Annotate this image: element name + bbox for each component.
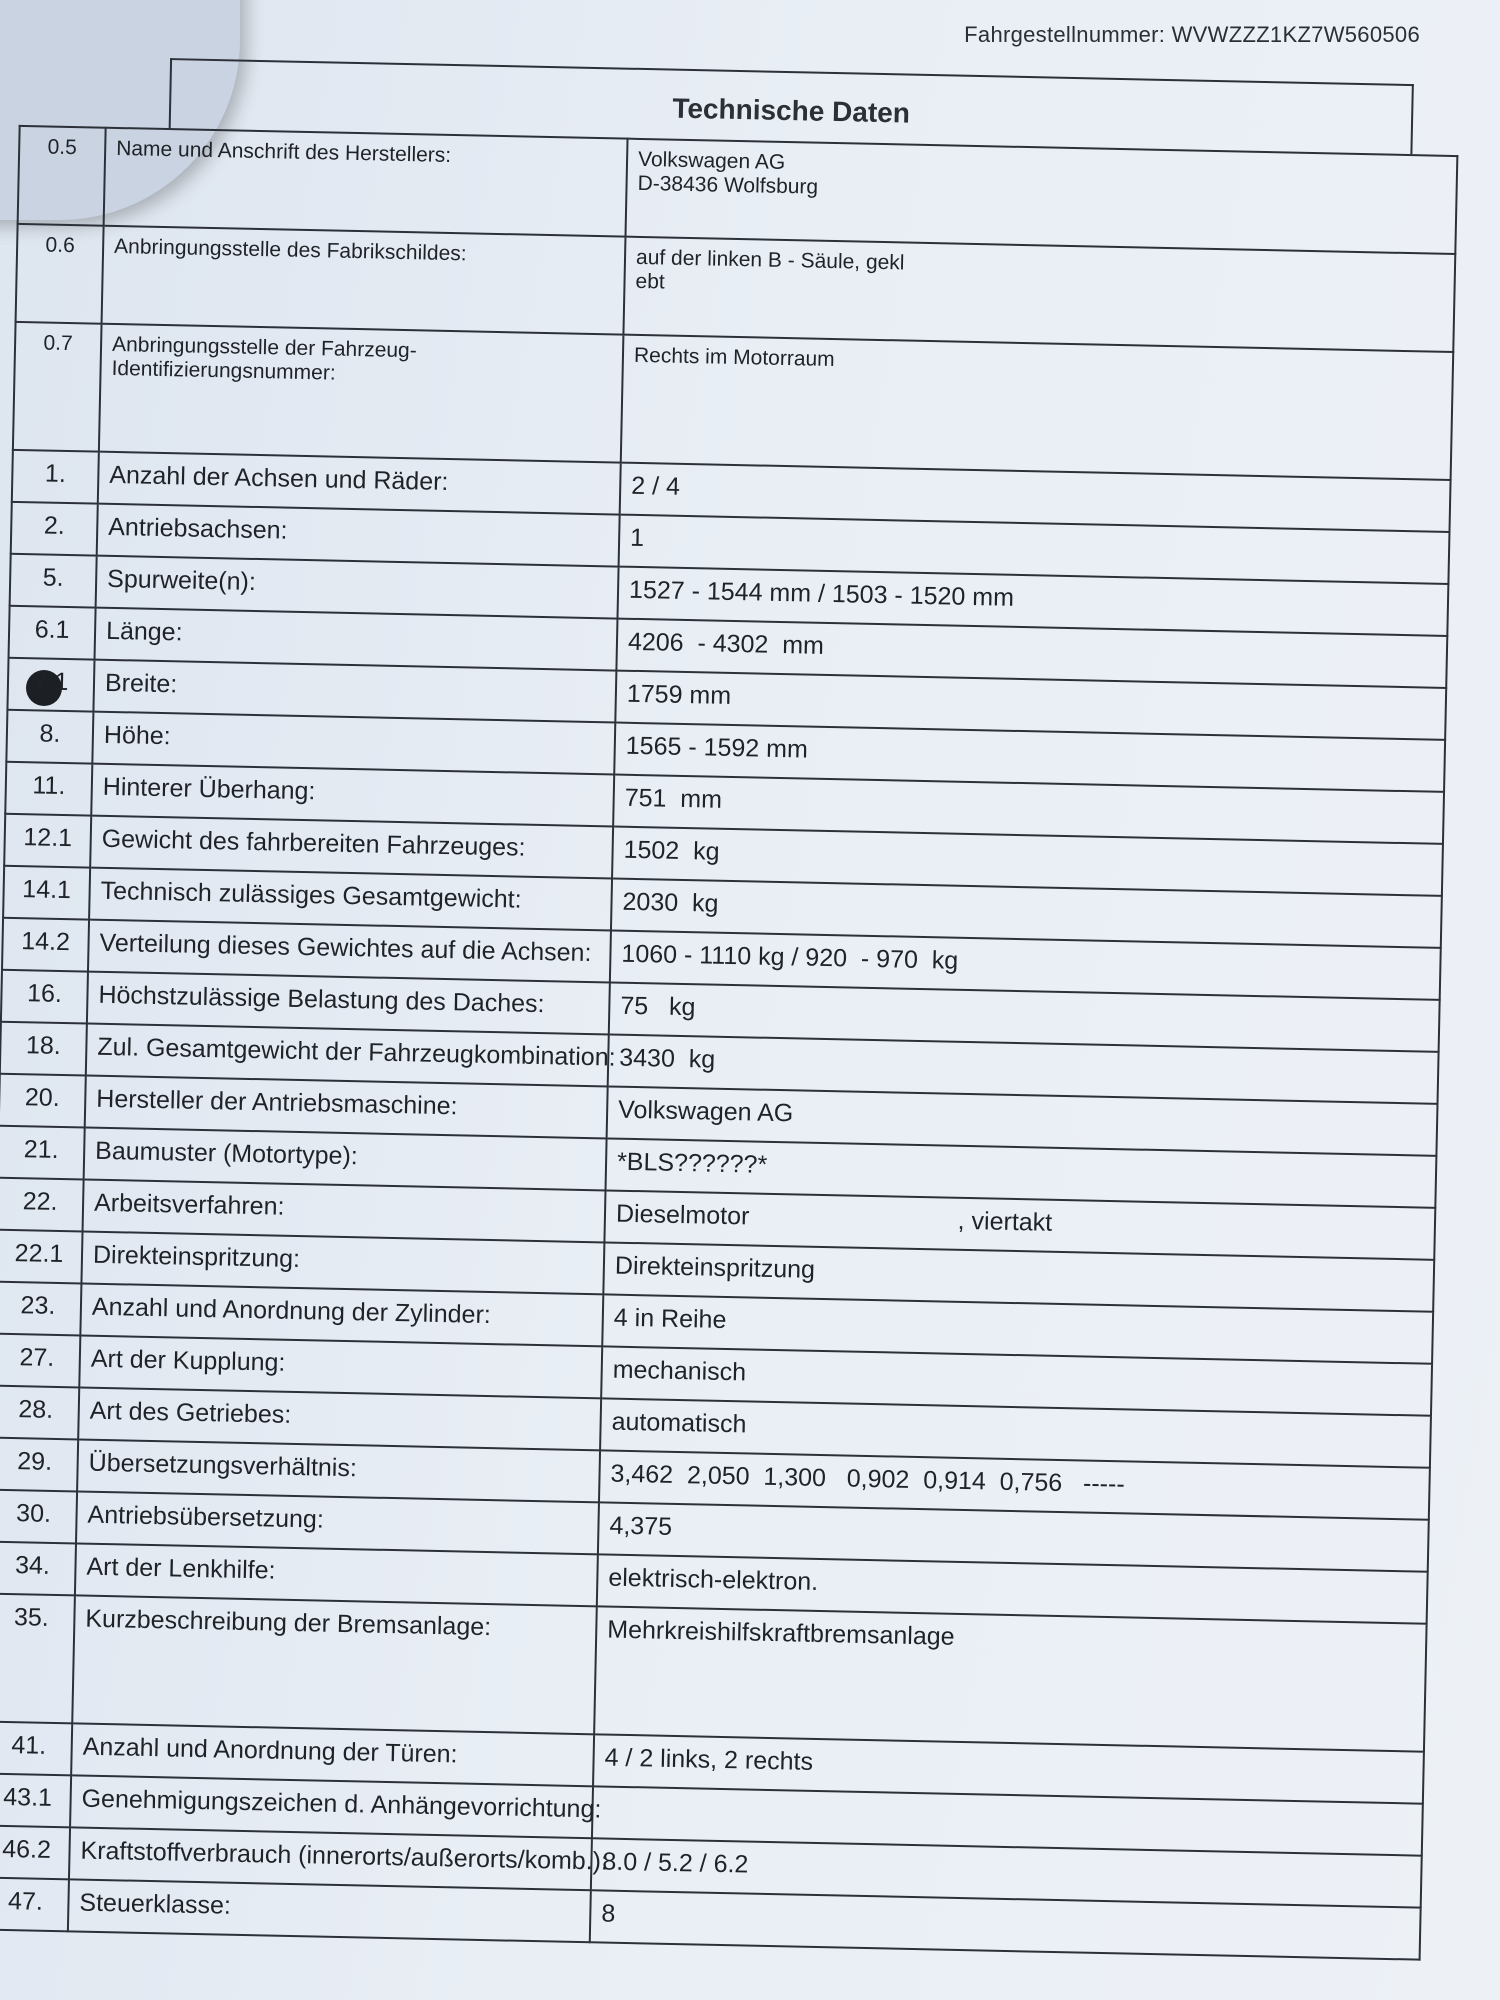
row-value: mechanisch bbox=[601, 1346, 1432, 1415]
row-number: 18. bbox=[0, 1022, 87, 1076]
row-label: Anzahl und Anordnung der Zylinder: bbox=[80, 1283, 603, 1346]
row-label: Antriebsübersetzung: bbox=[76, 1491, 599, 1554]
row-label: Steuerklasse: bbox=[68, 1879, 591, 1942]
row-number: 7.1 bbox=[7, 658, 94, 712]
row-label: Technisch zulässiges Gesamtgewicht: bbox=[89, 868, 612, 931]
row-value: 751 mm bbox=[613, 775, 1444, 844]
row-number: 5. bbox=[10, 554, 97, 608]
row-number: 2. bbox=[11, 502, 98, 556]
row-value: 1060 - 1110 kg / 920 - 970 kg bbox=[610, 930, 1441, 999]
row-label: Breite: bbox=[93, 660, 616, 723]
row-number: 47. bbox=[0, 1878, 69, 1932]
row-number: 12.1 bbox=[4, 814, 91, 868]
row-label: Baumuster (Motortype): bbox=[84, 1128, 607, 1191]
row-label: Direkteinspritzung: bbox=[81, 1231, 604, 1294]
row-number: 30. bbox=[0, 1490, 77, 1544]
row-label: Kraftstoffverbrauch (innerorts/außerorts/komb.): bbox=[69, 1827, 592, 1890]
row-value: Mehrkreishilfskraftbremsanlage bbox=[594, 1606, 1426, 1751]
row-value: 4,375 bbox=[598, 1502, 1429, 1571]
row-value: 4 in Reihe bbox=[602, 1294, 1433, 1363]
row-value: elektrisch-elektron. bbox=[597, 1554, 1428, 1623]
row-label: Name und Anschrift des Herstellers: bbox=[104, 128, 628, 237]
row-number: 14.2 bbox=[2, 918, 89, 972]
row-number: 41. bbox=[0, 1722, 72, 1776]
row-number: 6.1 bbox=[9, 606, 96, 660]
row-value: 1502 kg bbox=[612, 827, 1443, 896]
row-value: 75 kg bbox=[609, 982, 1440, 1051]
row-value: 1527 - 1544 mm / 1503 - 1520 mm bbox=[617, 567, 1448, 636]
row-value: 2030 kg bbox=[611, 878, 1442, 947]
row-value: 4206 - 4302 mm bbox=[616, 619, 1447, 688]
row-number: 0.7 bbox=[13, 322, 102, 452]
row-label: Kurzbeschreibung der Bremsanlage: bbox=[72, 1595, 597, 1734]
document-title: Technische Daten bbox=[169, 58, 1414, 154]
row-number: 29. bbox=[0, 1438, 78, 1492]
row-number: 21. bbox=[0, 1126, 85, 1180]
row-label: Zul. Gesamtgewicht der Fahrzeugkombination: bbox=[86, 1024, 609, 1087]
row-value: automatisch bbox=[600, 1398, 1431, 1467]
row-number: 14.1 bbox=[3, 866, 90, 920]
row-value: 1 bbox=[619, 515, 1450, 584]
row-label: Hersteller der Antriebsmaschine: bbox=[85, 1076, 608, 1139]
row-value: 8 bbox=[590, 1890, 1421, 1959]
row-number: 46.2 bbox=[0, 1826, 70, 1880]
row-number: 27. bbox=[0, 1334, 80, 1388]
row-value: 8.0 / 5.2 / 6.2 bbox=[591, 1838, 1422, 1907]
row-number: 20. bbox=[0, 1074, 86, 1128]
row-number: 0.5 bbox=[18, 126, 106, 226]
row-value: auf der linken B - Säule, gekl ebt bbox=[623, 237, 1455, 352]
row-number: 22.1 bbox=[0, 1230, 83, 1284]
row-label: Genehmigungszeichen d. Anhängevorrichtung: bbox=[70, 1775, 593, 1838]
row-label: Art der Lenkhilfe: bbox=[75, 1543, 598, 1606]
row-value: Rechts im Motorraum bbox=[621, 335, 1453, 480]
row-number: 11. bbox=[5, 762, 92, 816]
row-label: Anzahl und Anordnung der Türen: bbox=[71, 1723, 594, 1786]
vehicle-identification-number: Fahrgestellnummer: WVWZZZ1KZ7W560506 bbox=[964, 22, 1420, 47]
row-label: Art des Getriebes: bbox=[78, 1387, 601, 1450]
row-number: 8. bbox=[6, 710, 93, 764]
row-number: 34. bbox=[0, 1542, 76, 1596]
row-label: Art der Kupplung: bbox=[79, 1335, 602, 1398]
row-label: Länge: bbox=[95, 608, 618, 671]
row-number: 43.1 bbox=[0, 1774, 71, 1828]
row-number: 1. bbox=[12, 450, 99, 504]
row-value: Volkswagen AG D-38436 Wolfsburg bbox=[625, 139, 1457, 254]
row-label: Hinterer Überhang: bbox=[91, 764, 614, 827]
row-number: 28. bbox=[0, 1386, 79, 1440]
row-number: 35. bbox=[0, 1594, 75, 1724]
row-number: 23. bbox=[0, 1282, 81, 1336]
row-value: *BLS??????* bbox=[606, 1138, 1437, 1207]
row-number: 22. bbox=[0, 1178, 84, 1232]
row-label: Anzahl der Achsen und Räder: bbox=[98, 452, 621, 515]
row-label: Höhe: bbox=[92, 712, 615, 775]
technical-data-table bbox=[0, 125, 1458, 1961]
row-label: Spurweite(n): bbox=[96, 556, 619, 619]
row-label: Verteilung dieses Gewichtes auf die Achsen: bbox=[88, 920, 611, 983]
row-value: 3,462 2,050 1,300 0,902 0,914 0,756 ----- bbox=[599, 1450, 1430, 1519]
row-value: Dieselmotor , viertakt bbox=[604, 1190, 1435, 1259]
row-value: Volkswagen AG bbox=[607, 1086, 1438, 1155]
row-label: Arbeitsverfahren: bbox=[83, 1179, 606, 1242]
row-value: 1759 mm bbox=[615, 671, 1446, 740]
row-value: 2 / 4 bbox=[620, 463, 1451, 532]
row-label: Höchstzulässige Belastung des Daches: bbox=[87, 972, 610, 1035]
row-value: 1565 - 1592 mm bbox=[614, 723, 1445, 792]
row-value: Direkteinspritzung bbox=[603, 1242, 1434, 1311]
row-number: 0.6 bbox=[16, 224, 104, 324]
technical-data-sheet bbox=[0, 55, 1460, 1961]
row-label: Anbringungsstelle des Fabrikschildes: bbox=[102, 226, 626, 335]
row-label: Übersetzungsverhältnis: bbox=[77, 1439, 600, 1502]
row-number: 16. bbox=[1, 970, 88, 1024]
row-value: 4 / 2 links, 2 rechts bbox=[593, 1734, 1424, 1803]
row-label: Gewicht des fahrbereiten Fahrzeuges: bbox=[90, 816, 613, 879]
row-label: Antriebsachsen: bbox=[97, 504, 620, 567]
row-label: Anbringungsstelle der Fahrzeug- Identifizierungsnummer: bbox=[99, 324, 624, 463]
row-value: 3430 kg bbox=[608, 1034, 1439, 1103]
